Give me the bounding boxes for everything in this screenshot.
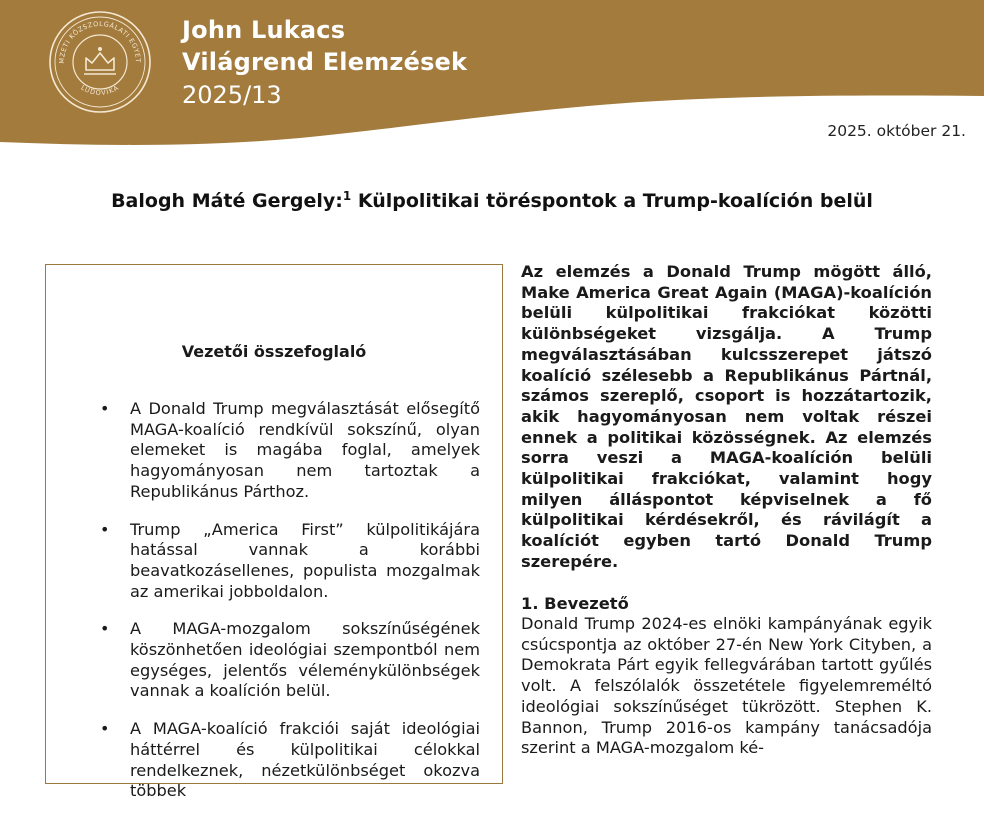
summary-item-text: A Donald Trump megválasztását elősegítő MAGA-koalíció rendkívül sokszínű, olyan elemeket is magába foglal, amelyek hagyományosan nem tartoztak a Republikánus Párthoz. (130, 399, 480, 501)
summary-item-text: A MAGA-koalíció frakciói saját ideológiai háttérrel és külpolitikai célokkal rendelkeznek, nézetkülönbséget okozva többek (130, 719, 480, 801)
summary-item (100, 619, 480, 702)
executive-summary-list (100, 399, 480, 819)
summary-item-text: A MAGA-mozgalom sokszínűségének köszönhetően ideológiai szempontból nem egységes, jelentős véleménykülönbségek vannak a koalíción belül. (130, 619, 480, 701)
section-heading-introduction: 1. Bevezető (521, 594, 629, 613)
series-name: Világrend Elemzések (182, 48, 468, 76)
issue-number: 2025/13 (182, 81, 282, 109)
svg-text:NEMZETI KÖZSZOLGÁLATI EGYETEM: MZETI KÖZSZOLGÁLATI EGYET (57, 19, 143, 64)
bullet-icon: • (100, 619, 110, 639)
series-author: John Lukacs (182, 16, 346, 44)
header-text-block (182, 14, 467, 112)
bullet-icon: • (100, 519, 110, 539)
title-main: Külpolitikai töréspontok a Trump-koalíción belül (351, 190, 873, 212)
title-author: Balogh Máté Gergely: (111, 190, 343, 212)
summary-item (100, 399, 480, 503)
university-seal-logo (46, 8, 154, 116)
publication-date: 2025. október 21. (827, 122, 966, 140)
summary-item (100, 520, 480, 603)
executive-summary-box (45, 264, 503, 801)
abstract-text: Az elemzés a Donald Trump mögött álló, Make America Great Again (MAGA)-koalíción belüli külpolitikai frakciókat közötti különbségeket vizsgálja. A Trump megválasztásában kulcsszerepet játszó koalíció szélesebb a Republikánus Pártnál, számos szereplő, csoport is hozzátartozik, akik hagyományosan nem voltak részei ennek a politikai közösségnek. Az elemzés sorra veszi a MAGA-koalíción belüli külpolitikai frakciókat, valamint hogy milyen álláspontot képviselnek a fő külpolitikai kérdésekről, és rávilágít a koalíciót egyben tartó Donald Trump szerepére. (521, 262, 932, 571)
svg-text:LUDOVIKA: LUDOVIKA (79, 83, 121, 98)
bullet-icon: • (100, 399, 110, 418)
bullet-icon: • (100, 719, 110, 739)
right-column (521, 262, 932, 573)
summary-item (100, 719, 480, 802)
executive-summary-heading: Vezetői összefoglaló (181, 342, 367, 361)
introduction-text: Donald Trump 2024-es elnöki kampányának egyik csúcspontja az október 27-én New York Cityben, a Demokrata Párt egyik fellegvárában tartott gyűlés volt. A felszólalók összetétele figyelemreméltó ideológiai sokszínűséget tükrözött. Stephen K. Bannon, Trump 2016-os kampány tanácsadója szerint a MAGA-mozgalom ké- (521, 614, 932, 758)
summary-item-text: Trump „America First” külpolitikájára hatással vannak a korábbi beavatkozásellenes, populista mozgalmak az amerikai jobboldalon. (130, 519, 480, 601)
footnote-reference[interactable]: 1 (342, 189, 352, 203)
paper-title (0, 189, 984, 212)
